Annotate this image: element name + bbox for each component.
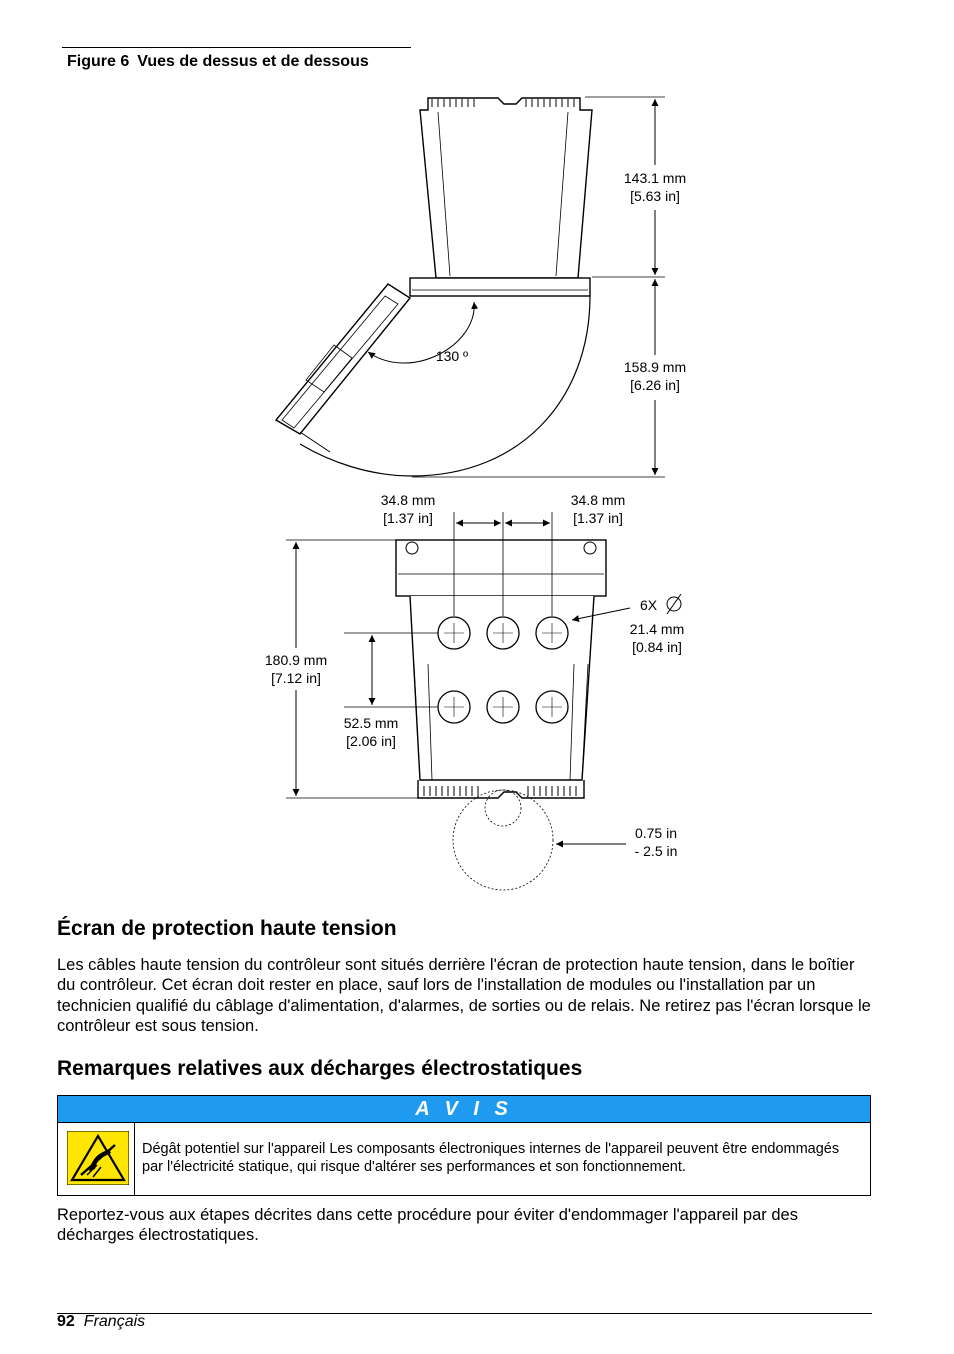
section-heading-esd: Remarques relatives aux décharges électrostatiques — [57, 1057, 583, 1080]
notice-text: Dégât potentiel sur l'appareil Les composants électroniques internes de l'appareil peuvent être endommagés par l'électricité statique, qui risque d'altérer ses performances et son fonctionnement. — [142, 1141, 840, 1175]
dim-door-height-mm: 158.9 mm — [623, 359, 687, 375]
figure-number: Figure 6 — [67, 53, 130, 70]
dim-spacing-left-mm: 34.8 mm — [380, 492, 436, 508]
figure-title: Vues de dessus et de dessous — [137, 53, 369, 70]
dim-door-height-in: [6.26 in] — [630, 377, 680, 393]
dim-angle: 130 º — [435, 348, 469, 364]
footer — [57, 1313, 145, 1331]
section-body-high-voltage: Les câbles haute tension du contrôleur sont situés derrière l'écran de protection haute tension, dans le boîtier du contrôleur. Cet écran doit rester en place, sauf lors de l'installation de modules ou l'installation par un technicien qualifié du câblage d'alimentation, d'alarmes, de sorties ou de relais. Ne retirez pas l'écran lorsque le contrôleur est sous tension. — [57, 956, 871, 1036]
top-view — [276, 98, 592, 476]
esd-warning-icon — [67, 1131, 129, 1185]
dim-depth-in: [7.12 in] — [271, 670, 321, 686]
dim-top-height-mm: 143.1 mm — [623, 170, 687, 186]
diameter-symbol — [667, 594, 681, 614]
dim-depth-mm: 180.9 mm — [264, 652, 328, 668]
dim-spacing-right-in: [1.37 in] — [573, 510, 623, 526]
dim-hole-count: 6X — [640, 597, 658, 613]
footer-rule — [57, 1313, 872, 1314]
section-heading-high-voltage: Écran de protection haute tension — [57, 917, 397, 940]
footer-language: Français — [83, 1313, 146, 1330]
dim-pipe-max: - 2.5 in — [634, 843, 678, 859]
bottom-ribs — [424, 786, 576, 796]
section-body-esd: Reportez-vous aux étapes décrites dans cette procédure pour éviter d'endommager l'appareil par des décharges électrostatiques. — [57, 1206, 798, 1245]
page-number: 92 — [57, 1313, 75, 1330]
dim-hole-dia-mm: 21.4 mm — [629, 621, 685, 637]
dim-top-height-in: [5.63 in] — [630, 188, 680, 204]
notice-icon-cell — [58, 1122, 135, 1195]
dim-spacing-left-in: [1.37 in] — [383, 510, 433, 526]
notice-box — [57, 1095, 871, 1196]
dim-pipe-min: 0.75 in — [634, 825, 678, 841]
dim-row-spacing-in: [2.06 in] — [346, 733, 396, 749]
dim-hole-dia-in: [0.84 in] — [632, 639, 682, 655]
dim-row-spacing-mm: 52.5 mm — [343, 715, 399, 731]
dim-spacing-right-mm: 34.8 mm — [570, 492, 626, 508]
notice-header: A V I S — [58, 1096, 870, 1123]
bottom-view — [396, 540, 606, 890]
